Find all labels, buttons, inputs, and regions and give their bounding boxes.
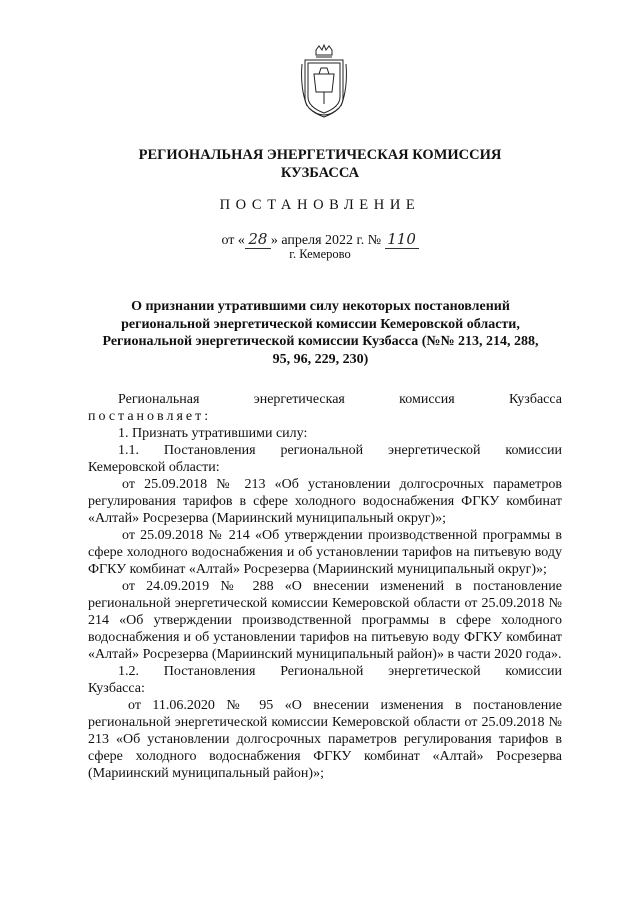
item-1-1-word: 1.1.: [118, 443, 139, 458]
document-type: ПОСТАНОВЛЕНИЕ: [219, 197, 421, 213]
agency-name-line1: РЕГИОНАЛЬНАЯ ЭНЕРГЕТИЧЕСКАЯ КОМИССИЯ: [138, 147, 502, 163]
resolution-213: от 25.09.2018 № 213 «Об установлении долгосрочных параметров регулирования тарифов в сфере холодного водоснабжения ФГКУ комбинат «Алтай» Росрезерва (Мариинский муниципальный округ)»;: [88, 477, 562, 526]
document-body: [88, 391, 562, 782]
resolution-214: от 25.09.2018 № 214 «Об утверждении производственной программы в сфере холодного водоснабжения и об установлении тарифов на питьевую воду ФГКУ комбинат «Алтай» Росрезерва (Мариинский муниципальный округ)»;: [88, 528, 562, 577]
item-1-2-word: энергетической: [388, 664, 481, 679]
item-1-1-word: комиссии: [505, 443, 562, 458]
title-line: О признании утратившими силу некоторых постановлений: [131, 299, 510, 314]
date-suffix: » апреля 2022 г. №: [270, 233, 382, 248]
preamble-word: Кузбасса: [509, 392, 562, 407]
item-1-1-word: Постановления: [163, 443, 256, 458]
item-1-2-continuation: Кузбасса:: [88, 681, 145, 696]
preamble-word: Региональная: [118, 392, 200, 407]
item-1-2-word: Региональной: [280, 664, 364, 679]
item-1-2-word: комиссии: [505, 664, 562, 679]
agency-name: [0, 146, 640, 182]
item-1-2-word: 1.2.: [118, 664, 139, 679]
date-prefix: от «: [221, 233, 245, 248]
agency-name-line2: КУЗБАССА: [280, 165, 360, 181]
coat-of-arms-emblem: [299, 44, 349, 124]
item-1-2-word: Постановления: [163, 664, 256, 679]
resolves-text: постановляет:: [88, 409, 212, 424]
item-1: 1. Признать утратившими силу:: [118, 426, 308, 441]
item-1-1-line: [88, 442, 562, 459]
handwritten-day: 28: [245, 230, 271, 249]
item-1-1-word: региональной: [280, 443, 364, 458]
title-line: Региональной энергетической комиссии Кузбасса (№№ 213, 214, 288,: [102, 334, 539, 349]
preamble-word: энергетическая: [253, 392, 345, 407]
preamble-line: [88, 391, 562, 408]
title-line: 95, 96, 229, 230): [272, 351, 369, 367]
document-title: [78, 298, 563, 368]
item-1-1-continuation: Кемеровской области:: [88, 460, 220, 475]
resolution-95: от 11.06.2020 № 95 «О внесении изменения в постановление региональной энергетической комиссии Кемеровской области от 25.09.2018 № 213 «Об установлении долгосрочных параметров регулирования тарифов в сфере холодного водоснабжения ФГКУ комбинат «Алтай» Росрезерва (Мариинский муниципальный район)»;: [88, 698, 562, 781]
city: г. Кемерово: [289, 247, 351, 261]
resolution-288: от 24.09.2019 № 288 «О внесении изменений в постановление региональной энергетической комиссии Кемеровской области от 25.09.2018 № 214 «Об утверждении производственной программы в сфере холодного водоснабжения и об установлении тарифов на питьевую воду ФГКУ комбинат «Алтай» Росрезерва (Мариинский муниципальный район)» в части 2020 года».: [88, 579, 562, 662]
preamble-word: комиссия: [399, 392, 455, 407]
title-line: региональной энергетической комиссии Кемеровской области,: [121, 316, 520, 332]
handwritten-document-number: 110: [385, 230, 419, 249]
item-1-1-word: энергетической: [387, 443, 481, 458]
item-1-2-line: [88, 663, 562, 680]
